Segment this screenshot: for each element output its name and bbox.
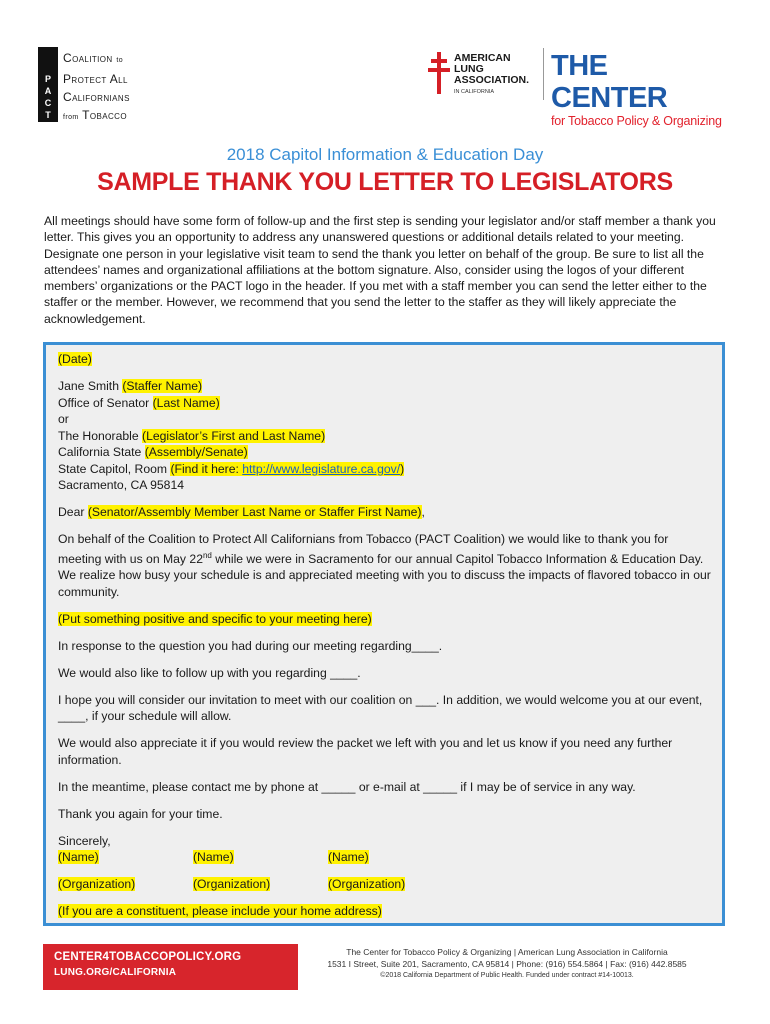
address-line-2: Office of Senator (Last Name) — [58, 395, 220, 410]
pact-letter-p: P — [44, 74, 51, 84]
pact-logo — [38, 47, 178, 122]
footer-links — [54, 951, 241, 978]
closing: Sincerely, — [58, 833, 111, 848]
page-title: SAMPLE THANK YOU LETTER TO LEGISLATORS — [97, 168, 673, 196]
ala-logo-text: AMERICAN LUNG ASSOCIATION. — [454, 52, 530, 86]
name-placeholder-2: (Name) — [193, 850, 234, 865]
american-lung-association-logo — [428, 50, 543, 100]
pact-letter-a: A — [44, 86, 52, 96]
logo-divider — [543, 48, 544, 100]
page-subtitle: 2018 Capitol Information & Education Day — [226, 145, 544, 164]
packet-paragraph: We would also appreciate it if you would review the packet we left with you and let us know if you need any further information. — [58, 736, 673, 767]
body-paragraph-1: On behalf of the Coalition to Protect All Californians from Tobacco (PACT Coalition) we would like to thank you for meeting with us on May 22nd while we were in Sacramento for our annual Capitol Tobacco Information & Education Day. We realize how busy your schedule is and appreciated meeting with you to discuss the impacts of flavored tobacco in our community. — [58, 532, 711, 599]
address-note-placeholder: (If you are a constituent, please include your home address) — [58, 904, 382, 919]
footer-banner — [43, 944, 715, 990]
footer-address-line: 1531 I Street, Suite 201, Sacramento, CA 95814 | Phone: (916) 554.5864 | Fax: (916) 442.8585 — [327, 959, 687, 969]
footer-org-line: The Center for Tobacco Policy & Organizing | American Lung Association in California — [346, 947, 668, 957]
date-placeholder: (Date) — [58, 352, 92, 366]
ala-logo-subtext: IN CALIFORNIA — [454, 89, 495, 95]
positive-placeholder: (Put something positive and specific to your meeting here) — [58, 611, 372, 626]
center-website-link[interactable]: CENTER4TOBACCOPOLICY.ORG — [54, 951, 242, 963]
name-placeholder-3: (Name) — [328, 850, 369, 865]
the-center-logo — [551, 50, 731, 128]
center-logo-subtitle: for Tobacco Policy & Organizing — [551, 114, 722, 128]
pact-logo-text — [63, 49, 130, 127]
address-line-3: The Honorable (Legislator’s First and Last Name) — [58, 428, 326, 443]
sample-letter-box — [43, 342, 725, 926]
intro-paragraph: All meetings should have some form of follow-up and the first step is sending your legislator and/or staff member a thank you letter. This gives you an opportunity to address any unanswered questions or additional details related to your meeting. Designate one person in your legislative visit team to send the thank you letter on behalf of the group. Be sure to list all the attendees’ names and organizational affiliations at the bottom signature. Also, consider using the logos of your different members’ organizations or the PACT logo in the header. If you met with a staff member you can send the letter either to the staffer or the member. However, we recommend that you send the letter to the staffer as they will likely appreciate the acknowledgement. — [44, 214, 716, 326]
response-paragraph: In response to the question you had during our meeting regarding____. — [58, 638, 443, 653]
contact-paragraph: In the meantime, please contact me by phone at _____ or e-mail at _____ if I may be of service in any way. — [58, 779, 636, 794]
pact-line-3: Californians — [63, 90, 130, 104]
signature-orgs-row — [58, 876, 713, 893]
pact-line-2: Protect All — [63, 72, 128, 86]
footer-contact-info — [298, 944, 716, 990]
name-placeholder-1: (Name) — [58, 850, 99, 865]
signature-names-row — [58, 849, 713, 866]
pact-line-4: from Tobacco — [63, 108, 127, 122]
invite-paragraph: I hope you will consider our invitation to meet with our coalition on ___. In addition, we would welcome you at our event, ____, if your schedule will allow. — [58, 692, 703, 724]
pact-letter-t: T — [45, 110, 51, 120]
footer-funding-line: ©2018 California Department of Public Health. Funded under contract #14-10013. — [380, 972, 634, 979]
address-block — [58, 378, 713, 494]
address-line-5: State Capitol, Room (Find it here: http://www.legislature.ca.gov/) — [58, 461, 405, 476]
pact-logo-bar — [38, 47, 58, 122]
org-placeholder-2: (Organization) — [193, 877, 271, 892]
center-logo-title: THE CENTER — [551, 50, 668, 114]
thanks-paragraph: Thank you again for your time. — [58, 806, 223, 821]
org-placeholder-1: (Organization) — [58, 877, 136, 892]
pact-line-1: Coalition to — [63, 51, 123, 65]
org-placeholder-3: (Organization) — [328, 877, 406, 892]
legislature-link[interactable]: http://www.legislature.ca.gov/ — [242, 461, 401, 476]
address-line-6: Sacramento, CA 95814 — [58, 478, 185, 492]
address-line-4: California State (Assembly/Senate) — [58, 445, 248, 459]
pact-letter-c: C — [44, 98, 52, 108]
address-line-1: Jane Smith (Staffer Name) — [58, 379, 203, 393]
address-or: or — [58, 412, 69, 426]
lorraine-cross-icon — [428, 52, 450, 94]
followup-paragraph: We would also like to follow up with you regarding ____. — [58, 665, 361, 680]
letter-body — [58, 351, 713, 930]
lung-website-link[interactable]: LUNG.ORG/CALIFORNIA — [54, 967, 177, 978]
salutation: Dear (Senator/Assembly Member Last Name or Staffer First Name), — [58, 505, 425, 519]
